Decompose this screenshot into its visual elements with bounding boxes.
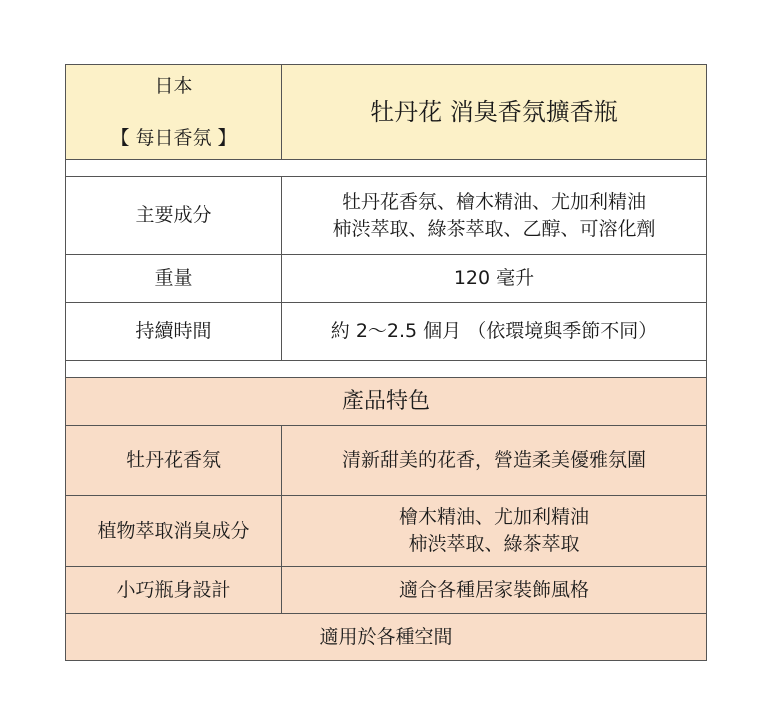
header-row: [65, 64, 707, 160]
spec-value: 120 毫升: [453, 267, 535, 289]
feature-label: 小巧瓶身設計: [66, 567, 282, 613]
feature-value-line: 檜木精油、尤加利精油: [398, 506, 589, 528]
feature-value: [282, 496, 706, 566]
spec-label: 主要成分: [66, 177, 282, 254]
spec-label: 重量: [66, 255, 282, 302]
spacer-row: [65, 361, 707, 378]
spacer-row: [65, 160, 707, 177]
product-title: 牡丹花 消臭香氛擴香瓶: [370, 97, 618, 126]
feature-row: [65, 426, 707, 496]
feature-value: 適合各種居家裝飾風格: [398, 578, 589, 601]
feature-row: [65, 496, 707, 567]
footer-note: 適用於各種空間: [319, 625, 453, 648]
spec-row-duration: [65, 303, 707, 361]
feature-value: 清新甜美的花香，營造柔美優雅氛圍: [341, 449, 646, 471]
footer-row: [65, 614, 707, 661]
feature-label: 植物萃取消臭成分: [66, 496, 282, 566]
origin-label: 日本: [154, 75, 193, 97]
spec-row-ingredients: [65, 177, 707, 255]
spec-value: [282, 177, 706, 254]
spec-value-line: 柿渋萃取、綠茶萃取、乙醇、可溶化劑: [332, 217, 656, 240]
feature-label: 牡丹花香氛: [66, 426, 282, 495]
spec-label: 持續時間: [66, 303, 282, 360]
features-title: 產品特色: [341, 389, 430, 414]
feature-row: [65, 567, 707, 614]
brand-label: 【 每日香氛 】: [110, 127, 237, 149]
spec-value: 約 2～2.5 個月 （依環境與季節不同）: [330, 320, 658, 342]
spec-row-weight: [65, 255, 707, 303]
feature-value-line: 柿渋萃取、綠茶萃取: [408, 533, 580, 555]
product-spec-table: [65, 64, 707, 661]
features-title-row: [65, 378, 707, 426]
spec-value-line: 牡丹花香氛、檜木精油、尤加利精油: [341, 190, 646, 213]
header-left-cell: [66, 65, 282, 159]
